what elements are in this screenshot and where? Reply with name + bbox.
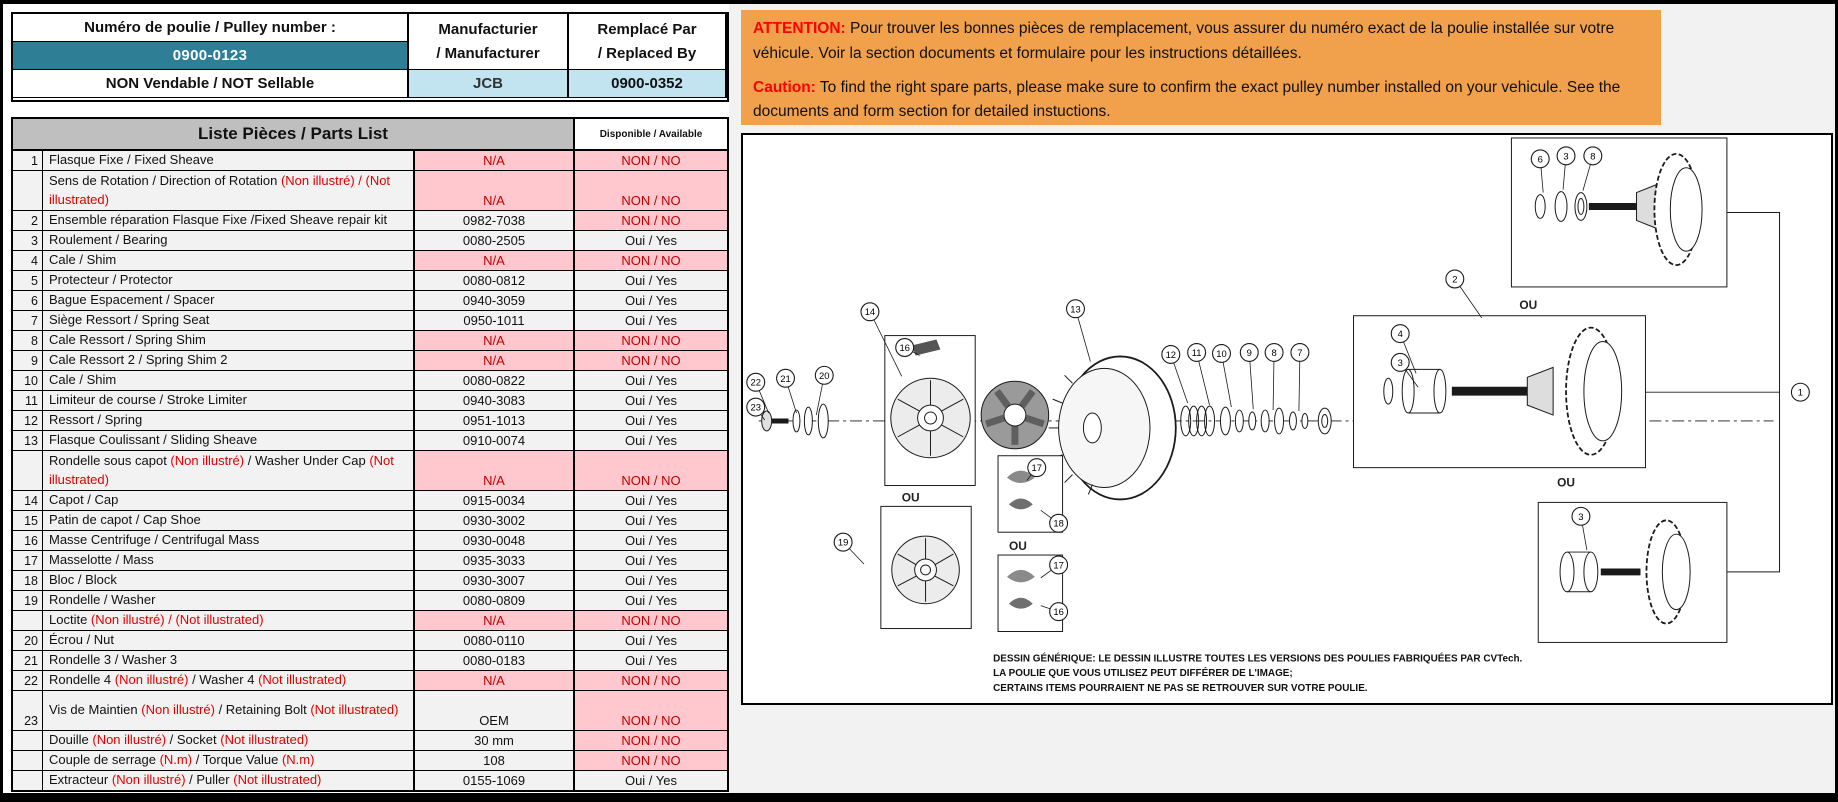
svg-text:19: 19 (837, 536, 849, 548)
part-description-cell: Extracteur (Non illustré) / Puller (Not illustrated) (43, 771, 415, 790)
item-number-cell: 9 (13, 351, 43, 370)
table-row (13, 211, 727, 231)
svg-text:3: 3 (1397, 356, 1403, 368)
table-row (13, 551, 727, 571)
svg-text:3: 3 (1563, 150, 1569, 162)
table-row (13, 491, 727, 511)
table-row (13, 411, 727, 431)
item-number-cell (13, 751, 43, 770)
availability-cell: NON / NO (575, 731, 727, 750)
attention-body-fr: Pour trouver les bonnes pièces de remplacement, vous assurer du numéro exact de la poulie installée sur votre véhicule. Voir la section documents et formulaire pour les instructions détaillées. (753, 20, 1615, 62)
pulley-diagram (741, 133, 1833, 705)
part-number-cell: 0910-0074 (415, 431, 575, 450)
item-number-cell: 19 (13, 591, 43, 610)
table-row (13, 691, 727, 731)
or-label: OU (901, 490, 920, 505)
availability-cell: Oui / Yes (624, 273, 678, 288)
item-number-cell: 5 (13, 271, 43, 290)
part-number-cell: N/A (415, 251, 575, 270)
item-number-cell (13, 171, 43, 210)
callout-1 (1791, 383, 1809, 401)
item-number-cell: 21 (13, 651, 43, 670)
part-description-cell: Bague Espacement / Spacer (43, 291, 415, 310)
svg-text:1: 1 (1797, 386, 1804, 398)
part-description-cell: Masselotte / Mass (43, 551, 415, 570)
callout-19 (834, 533, 864, 564)
part-description-cell: Protecteur / Protector (43, 271, 415, 290)
part-number-cell: OEM (415, 691, 575, 730)
part-description-cell: Masse Centrifuge / Centrifugal Mass (43, 531, 415, 550)
part-description-cell: Bloc / Block (43, 571, 415, 590)
availability-cell: Oui / Yes (624, 553, 678, 568)
parts-list-title: Liste Pièces / Parts List (13, 119, 575, 149)
svg-text:21: 21 (780, 372, 791, 384)
part-description-cell: Rondelle 4 (Non illustré) / Washer 4 (Not illustrated) (43, 671, 415, 690)
availability-cell: Oui / Yes (624, 513, 678, 528)
spider-carrier (981, 381, 1049, 449)
cap-variant-box-upper (885, 336, 975, 486)
part-number-cell: N/A (415, 171, 575, 210)
part-description-cell: Limiteur de course / Stroke Limiter (43, 391, 415, 410)
part-description-cell: Cale / Shim (43, 371, 415, 390)
part-number-cell: 0930-3002 (415, 511, 575, 530)
callout-21 (777, 369, 797, 413)
item-number-cell (13, 611, 43, 630)
parts-list-table (11, 117, 729, 792)
table-row (13, 511, 727, 531)
part-number-cell: 0940-3059 (415, 291, 575, 310)
availability-cell: Oui / Yes (624, 593, 678, 608)
callout-10 (1213, 345, 1232, 408)
callout-7 (1291, 344, 1309, 412)
part-description-cell: Ensemble réparation Flasque Fixe /Fixed Sheave repair kit (43, 211, 415, 230)
part-description-cell: Roulement / Bearing (43, 231, 415, 250)
table-row (13, 651, 727, 671)
part-number-cell: 0080-0809 (415, 591, 575, 610)
attention-body-en: To find the right spare parts, please make sure to confirm the exact pulley number installed on your vehicule. See the documents and form section for detailed instuctions. (753, 78, 1621, 121)
attention-text-fr (753, 17, 1649, 67)
svg-text:8: 8 (1590, 150, 1596, 162)
table-row (13, 391, 727, 411)
item-number-cell: 8 (13, 331, 43, 350)
part-description-cell: Rondelle sous capot (Non illustré) / Washer Under Cap (Not illustrated) (43, 451, 415, 490)
pulley-diagram-svg (743, 135, 1831, 703)
svg-text:7: 7 (1297, 346, 1303, 358)
variant-box-bottom (1538, 502, 1727, 642)
table-row (13, 591, 727, 611)
part-description-cell: Cale / Shim (43, 251, 415, 270)
part-number-cell: N/A (415, 331, 575, 350)
table-row (13, 311, 727, 331)
svg-text:17: 17 (1031, 462, 1043, 474)
attention-box (741, 10, 1661, 125)
part-number-cell: N/A (415, 451, 575, 490)
availability-cell: NON / NO (575, 151, 727, 170)
part-description-cell: Patin de capot / Cap Shoe (43, 511, 415, 530)
pulley-number-value: 0900-0123 (13, 42, 409, 70)
part-number-cell: 0080-0822 (415, 371, 575, 390)
attention-text-en (753, 76, 1649, 126)
part-description-cell: Siège Ressort / Spring Seat (43, 311, 415, 330)
diagram-artwork (759, 138, 1780, 642)
item-number-cell: 18 (13, 571, 43, 590)
svg-text:10: 10 (1216, 347, 1227, 359)
part-number-cell: 0155-1069 (415, 771, 575, 790)
availability-cell: Oui / Yes (624, 493, 678, 508)
table-row (13, 271, 727, 291)
svg-text:12: 12 (1165, 348, 1177, 360)
part-description-cell: Capot / Cap (43, 491, 415, 510)
item-number-cell: 10 (13, 371, 43, 390)
table-row (13, 751, 727, 771)
availability-cell: NON / NO (575, 671, 727, 690)
part-description-cell: Cale Ressort / Spring Shim (43, 331, 415, 350)
sliding-sheave-drum (1049, 356, 1176, 499)
callout-2 (1446, 270, 1482, 318)
svg-text:13: 13 (1070, 303, 1081, 315)
part-number-cell: 0915-0034 (415, 491, 575, 510)
part-number-cell: 0080-0812 (415, 271, 575, 290)
part-description-cell: Vis de Maintien (Non illustré) / Retaining Bolt (Not illustrated) (43, 691, 415, 730)
availability-cell: NON / NO (575, 171, 727, 210)
part-description-cell: Flasque Coulissant / Sliding Sheave (43, 431, 415, 450)
table-row (13, 531, 727, 551)
availability-cell: NON / NO (575, 451, 727, 490)
manufacturer-value: JCB (409, 70, 569, 98)
item-number-cell: 13 (13, 431, 43, 450)
table-row (13, 571, 727, 591)
parts-rows (13, 151, 727, 790)
table-row (13, 611, 727, 631)
availability-cell: Oui / Yes (624, 313, 678, 328)
item-number-cell: 4 (13, 251, 43, 270)
table-row (13, 671, 727, 691)
part-number-cell: N/A (415, 351, 575, 370)
replaced-by-label-line2: / Replaced By (597, 44, 697, 62)
table-row (13, 151, 727, 171)
part-number-cell: 0950-1011 (415, 311, 575, 330)
table-row (13, 171, 727, 211)
table-row (13, 291, 727, 311)
part-number-cell: N/A (415, 671, 575, 690)
manufacturer-label-line1: Manufacturier (438, 21, 538, 39)
availability-cell: NON / NO (575, 751, 727, 770)
svg-text:2: 2 (1452, 273, 1458, 285)
item-number-cell: 15 (13, 511, 43, 530)
item-number-cell: 23 (13, 691, 43, 730)
part-description-cell: Douille (Non illustré) / Socket (Not illustrated) (43, 731, 415, 750)
availability-cell: Oui / Yes (624, 393, 678, 408)
svg-text:6: 6 (1537, 153, 1543, 165)
availability-cell: Oui / Yes (624, 373, 678, 388)
item-number-cell (13, 731, 43, 750)
table-row (13, 251, 727, 271)
item-number-cell (13, 451, 43, 490)
availability-cell: NON / NO (575, 331, 727, 350)
availability-cell: NON / NO (575, 351, 727, 370)
table-row (13, 351, 727, 371)
item-number-cell: 20 (13, 631, 43, 650)
part-description-cell: Écrou / Nut (43, 631, 415, 650)
item-number-cell: 16 (13, 531, 43, 550)
item-number-cell: 11 (13, 391, 43, 410)
availability-cell: NON / NO (575, 251, 727, 270)
or-label: OU (1519, 297, 1538, 312)
part-description-cell: Loctite (Non illustré) / (Not illustrated) (43, 611, 415, 630)
item-number-cell: 2 (13, 211, 43, 230)
part-number-cell: N/A (415, 611, 575, 630)
cap-variant-box-lower (881, 506, 971, 628)
or-label: OU (1557, 475, 1575, 490)
availability-cell: Oui / Yes (624, 573, 678, 588)
replaced-by-value: 0900-0352 (569, 70, 727, 98)
part-description-cell: Couple de serrage (N.m) / Torque Value (N.m) (43, 751, 415, 770)
svg-text:18: 18 (1053, 517, 1064, 529)
item-number-cell: 12 (13, 411, 43, 430)
availability-cell: Oui / Yes (624, 293, 678, 308)
part-number-cell: 0935-3033 (415, 551, 575, 570)
svg-text:8: 8 (1271, 346, 1277, 358)
attention-label-fr: ATTENTION: (753, 20, 846, 37)
diagram-note-line: CERTAINS ITEMS POURRAIENT NE PAS SE RETROUVER SUR VOTRE POULIE. (993, 683, 1368, 695)
sellable-status: NON Vendable / NOT Sellable (13, 70, 409, 98)
item-number-cell: 3 (13, 231, 43, 250)
svg-text:4: 4 (1397, 328, 1403, 340)
part-description-cell: Rondelle 3 / Washer 3 (43, 651, 415, 670)
callout-9 (1240, 344, 1258, 410)
availability-cell: NON / NO (575, 691, 727, 730)
availability-cell: Oui / Yes (624, 773, 678, 788)
svg-text:22: 22 (750, 376, 761, 388)
pulley-number-label: Numéro de poulie / Pulley number : (13, 14, 409, 42)
availability-cell: Oui / Yes (624, 533, 678, 548)
table-row (13, 431, 727, 451)
part-description-cell: Flasque Fixe / Fixed Sheave (43, 151, 415, 170)
pulley-header-table (11, 12, 729, 102)
svg-text:23: 23 (750, 401, 761, 413)
or-label: OU (1008, 539, 1027, 554)
callout-13 (1067, 300, 1091, 362)
part-number-cell: 108 (415, 751, 575, 770)
part-number-cell: 0940-3083 (415, 391, 575, 410)
part-number-cell: 0930-3007 (415, 571, 575, 590)
manufacturer-label-line2: / Manufacturer (436, 44, 540, 62)
svg-text:9: 9 (1246, 346, 1252, 358)
callout-11 (1188, 344, 1210, 406)
svg-text:16: 16 (899, 341, 910, 353)
svg-text:16: 16 (1053, 606, 1064, 618)
availability-cell: NON / NO (575, 611, 727, 630)
item-number-cell: 17 (13, 551, 43, 570)
part-number-cell: 0951-1013 (415, 411, 575, 430)
svg-text:17: 17 (1053, 559, 1064, 571)
availability-cell: Oui / Yes (624, 653, 678, 668)
availability-cell: Oui / Yes (624, 633, 678, 648)
availability-cell: NON / NO (575, 211, 727, 230)
part-description-cell: Sens de Rotation / Direction of Rotation (Non illustré) / (Not illustrated) (43, 171, 415, 210)
part-number-cell: 0080-0110 (415, 631, 575, 650)
item-number-cell: 6 (13, 291, 43, 310)
part-description-cell: Ressort / Spring (43, 411, 415, 430)
manufacturer-label (409, 14, 569, 70)
part-description-cell: Cale Ressort 2 / Spring Shim 2 (43, 351, 415, 370)
svg-text:20: 20 (819, 369, 830, 381)
parts-list-header (13, 119, 727, 151)
availability-cell: Oui / Yes (624, 233, 678, 248)
callout-8 (1265, 344, 1283, 411)
part-description-cell: Rondelle / Washer (43, 591, 415, 610)
replaced-by-label-line1: Remplacé Par (597, 21, 697, 39)
item-number-cell (13, 771, 43, 790)
table-row (13, 231, 727, 251)
item-number-cell: 14 (13, 491, 43, 510)
table-row (13, 771, 727, 790)
part-number-cell: 0982-7038 (415, 211, 575, 230)
part-number-cell: 0080-2505 (415, 231, 575, 250)
diagram-note-line: LA POULIE QUE VOUS UTILISEZ PEUT DIFFÉRER DE L'IMAGE; (993, 668, 1293, 680)
item-number-cell: 7 (13, 311, 43, 330)
availability-cell: Oui / Yes (624, 433, 678, 448)
part-number-cell: 30 mm (415, 731, 575, 750)
replaced-by-label (569, 14, 727, 70)
availability-cell: Oui / Yes (624, 413, 678, 428)
available-column-header: Disponible / Available (575, 119, 727, 149)
table-row (13, 331, 727, 351)
item-number-cell: 22 (13, 671, 43, 690)
diagram-note-line: DESSIN GÉNÉRIQUE: LE DESSIN ILLUSTRE TOUTES LES VERSIONS DES POULIES FABRIQUÉES PAR CVTech. (993, 653, 1523, 665)
table-row (13, 371, 727, 391)
table-row (13, 631, 727, 651)
callout-23 (747, 398, 765, 420)
item-number-cell: 1 (13, 151, 43, 170)
svg-text:3: 3 (1578, 510, 1584, 522)
attention-label-en: Caution: (753, 78, 816, 96)
table-row (13, 731, 727, 751)
table-row (13, 451, 727, 491)
svg-text:14: 14 (864, 306, 876, 318)
part-number-cell: 0930-0048 (415, 531, 575, 550)
part-number-cell: N/A (415, 151, 575, 170)
svg-text:11: 11 (1191, 346, 1202, 358)
part-number-cell: 0080-0183 (415, 651, 575, 670)
